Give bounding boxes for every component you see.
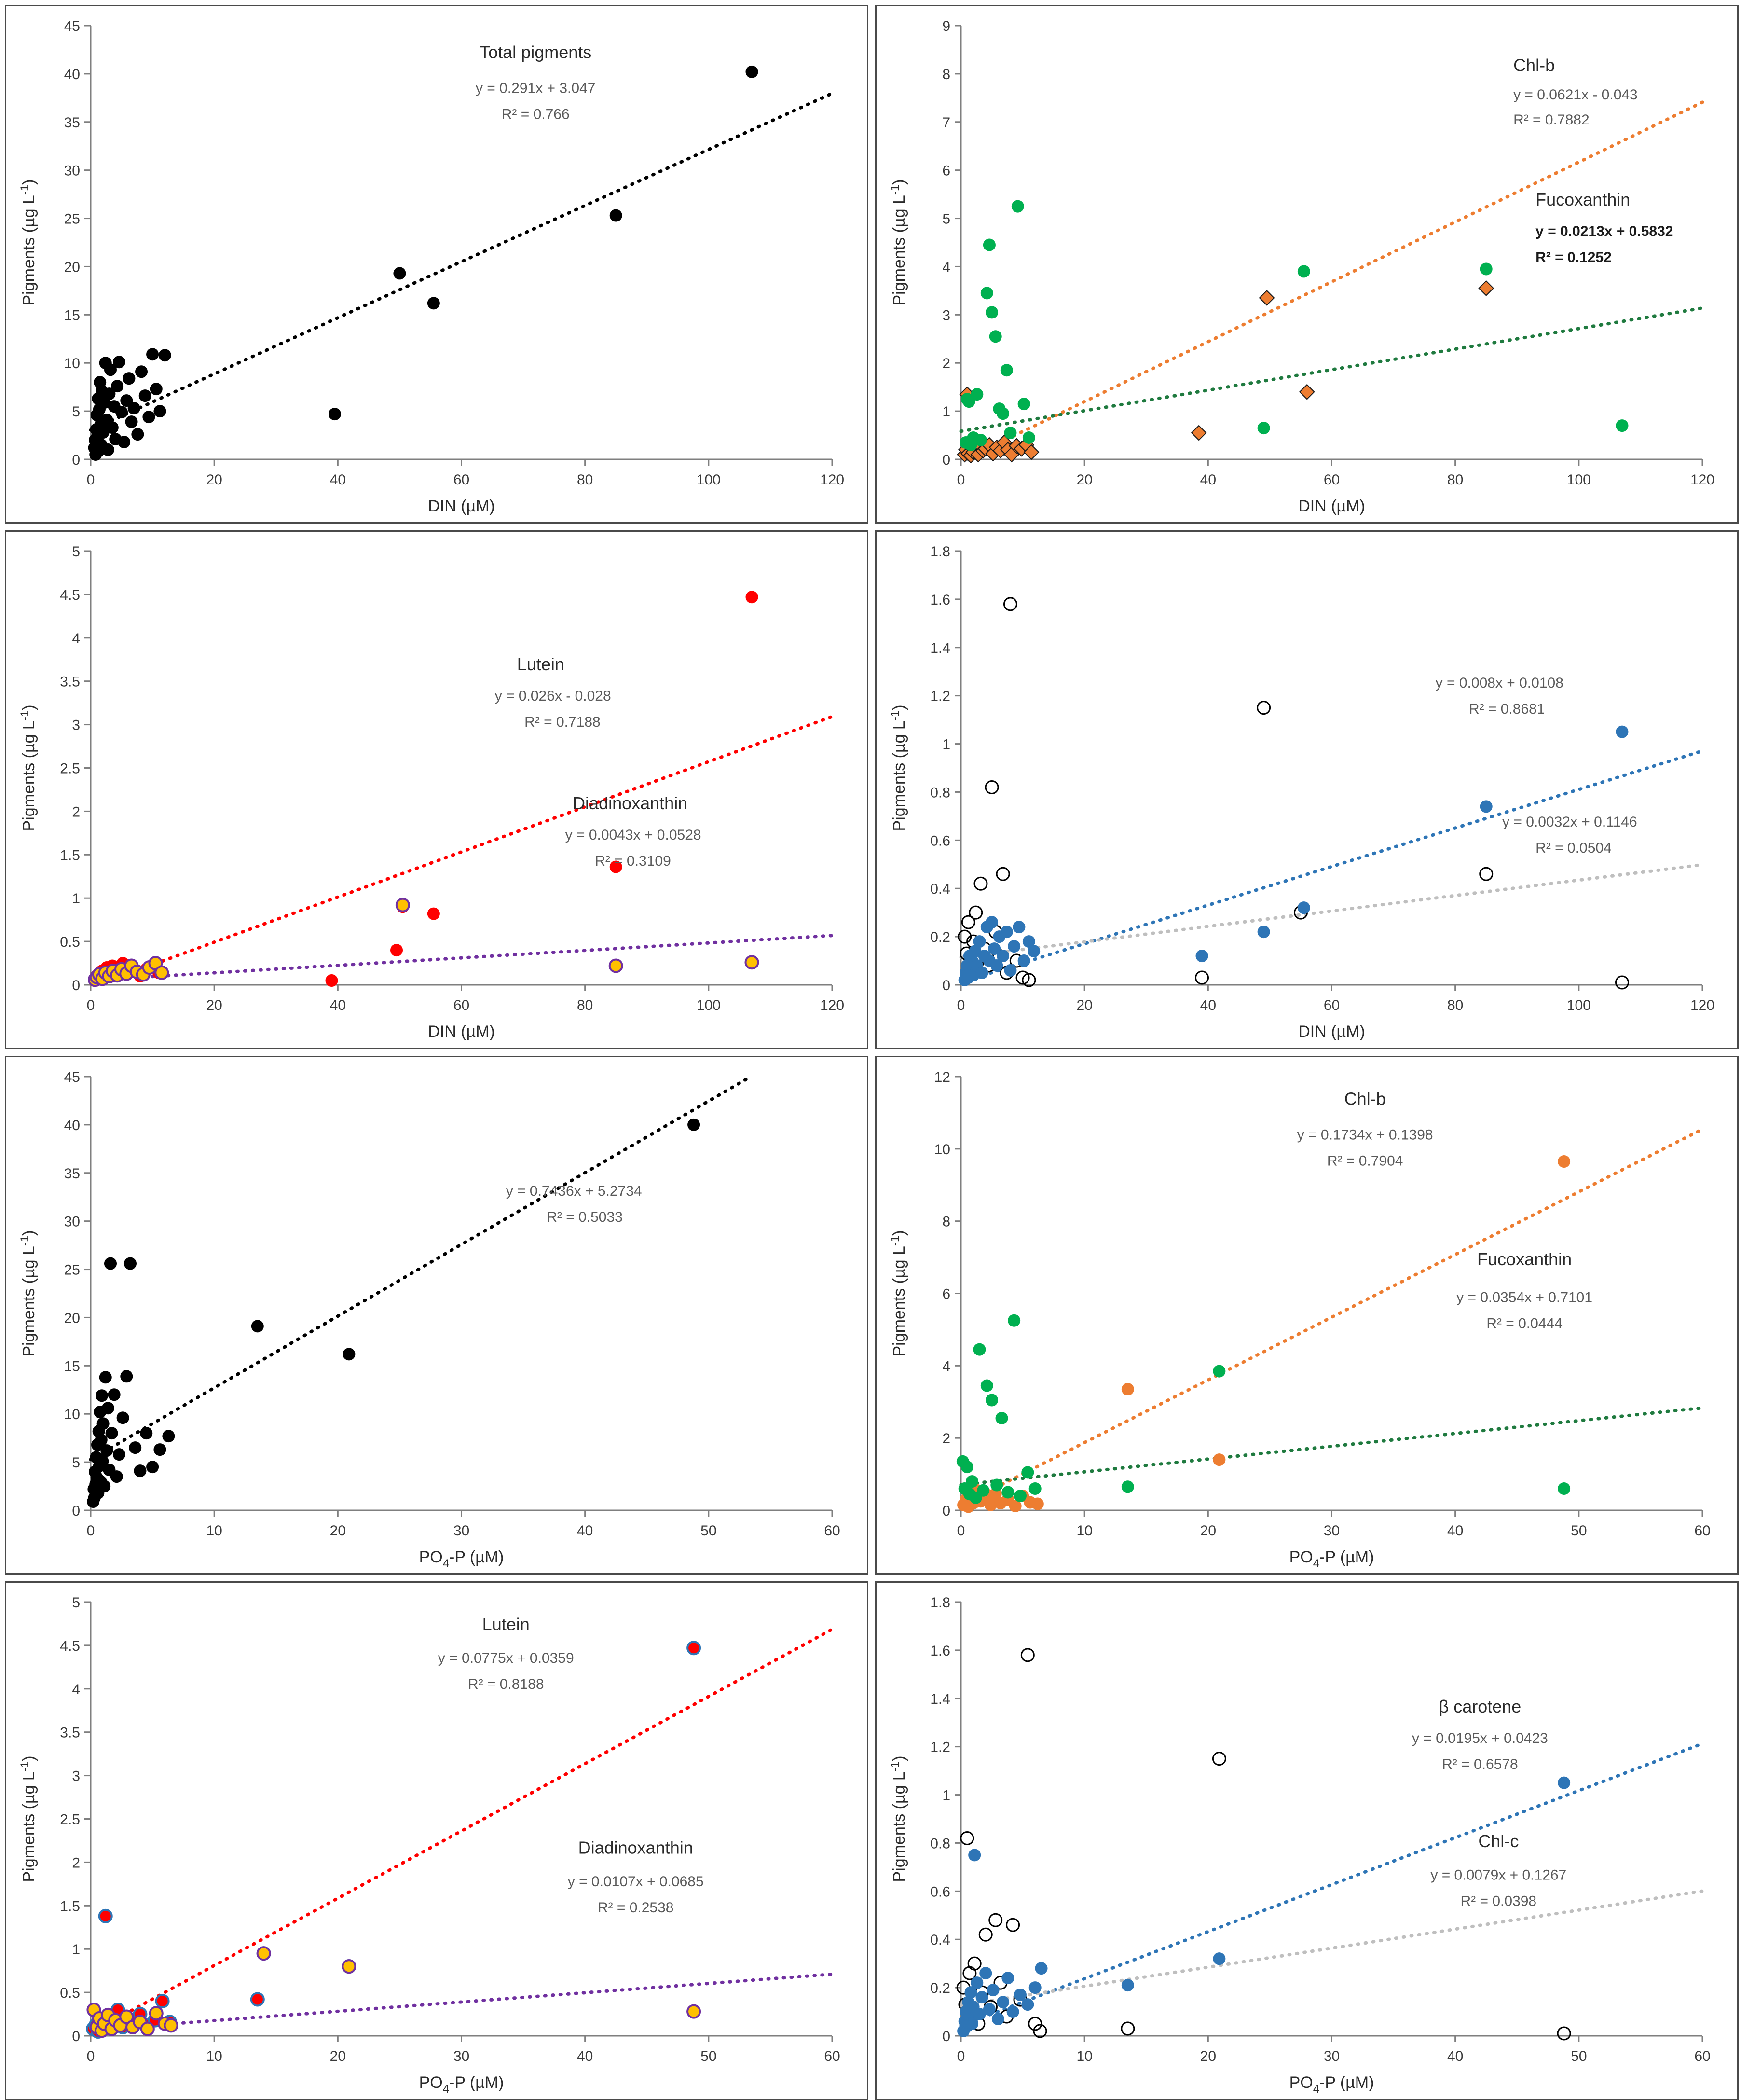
- svg-text:PO4-P (µM): $PO_4-P$ (µM): [1289, 2073, 1374, 2096]
- svg-text:40: 40: [64, 66, 80, 83]
- svg-text:6: 6: [942, 163, 950, 179]
- svg-text:R² = 0.0444: R² = 0.0444: [1486, 1315, 1563, 1332]
- svg-text:10: 10: [64, 356, 80, 372]
- svg-text:60: 60: [453, 997, 470, 1013]
- svg-text:60: 60: [1694, 2048, 1711, 2064]
- svg-text:0.8: 0.8: [930, 1836, 950, 1852]
- svg-text:1.2: 1.2: [930, 1739, 950, 1755]
- svg-text:Pigments (µg L-1): Pigments (µg $L^{-1}$): [889, 179, 908, 306]
- svg-text:y = 0.0621x - 0.043: y = 0.0621x - 0.043: [1513, 86, 1638, 103]
- svg-text:DIN (µM): DIN (µM): [1298, 1022, 1365, 1041]
- panel-f-chlb-fucoxanthin-po4: [875, 1056, 1739, 1575]
- svg-text:120: 120: [820, 997, 845, 1013]
- svg-text:10: 10: [934, 1141, 950, 1158]
- svg-text:0: 0: [957, 2048, 965, 2064]
- svg-text:Diadinoxanthin: Diadinoxanthin: [573, 793, 688, 813]
- svg-text:60: 60: [1694, 1523, 1711, 1539]
- svg-text:R² = 0.6578: R² = 0.6578: [1442, 1756, 1518, 1773]
- svg-text:40: 40: [64, 1117, 80, 1133]
- svg-text:PO4-P (µM): $PO_4-P$ (µM): [1289, 1548, 1374, 1570]
- svg-text:R² = 0.1252: R² = 0.1252: [1535, 249, 1612, 265]
- svg-text:0: 0: [957, 472, 965, 488]
- svg-text:1.5: 1.5: [60, 847, 80, 864]
- svg-text:y = 0.0032x + 0.1146: y = 0.0032x + 0.1146: [1502, 814, 1637, 830]
- svg-text:DIN (µM): DIN (µM): [428, 1022, 495, 1041]
- svg-text:y = 0.0107x + 0.0685: y = 0.0107x + 0.0685: [567, 1873, 704, 1890]
- svg-text:0: 0: [942, 2029, 950, 2045]
- svg-text:Pigments (µg L-1): Pigments (µg $L^{-1}$): [889, 1755, 908, 1882]
- svg-text:10: 10: [64, 1407, 80, 1423]
- svg-text:0.6: 0.6: [930, 1884, 950, 1900]
- svg-text:Diadinoxanthin: Diadinoxanthin: [578, 1838, 693, 1858]
- panel-b-chlb-fucoxanthin-din: [875, 5, 1739, 524]
- plot-area: [877, 1583, 1737, 2099]
- svg-text:40: 40: [576, 1523, 593, 1539]
- svg-text:80: 80: [1447, 997, 1464, 1013]
- svg-text:4: 4: [72, 1681, 80, 1698]
- svg-text:45: 45: [64, 1069, 80, 1085]
- svg-text:5: 5: [72, 404, 80, 420]
- svg-text:0: 0: [72, 452, 80, 468]
- svg-text:10: 10: [206, 2048, 222, 2064]
- svg-text:Total pigments: Total pigments: [480, 42, 592, 62]
- svg-text:5: 5: [72, 1595, 80, 1611]
- svg-text:7: 7: [942, 114, 950, 131]
- svg-text:100: 100: [696, 997, 721, 1013]
- svg-text:1.2: 1.2: [930, 688, 950, 705]
- svg-text:20: 20: [1076, 997, 1093, 1013]
- svg-text:R² = 0.5033: R² = 0.5033: [547, 1209, 623, 1226]
- svg-text:20: 20: [1200, 1523, 1217, 1539]
- svg-text:40: 40: [1200, 997, 1217, 1013]
- svg-text:R² = 0.0504: R² = 0.0504: [1535, 840, 1612, 856]
- svg-text:Chl-c: Chl-c: [1478, 1831, 1519, 1851]
- svg-text:80: 80: [1447, 472, 1464, 488]
- svg-text:50: 50: [1571, 2048, 1587, 2064]
- panel-g-lutein-diadinoxanthin-po4: [5, 1581, 868, 2100]
- svg-text:2: 2: [942, 356, 950, 372]
- svg-text:Pigments (µg L-1): Pigments (µg $L^{-1}$): [18, 1230, 38, 1357]
- svg-text:y = 0.026x - 0.028: y = 0.026x - 0.028: [494, 688, 611, 705]
- svg-text:25: 25: [64, 1262, 80, 1278]
- svg-text:3: 3: [942, 307, 950, 324]
- svg-text:80: 80: [576, 472, 593, 488]
- svg-text:60: 60: [824, 1523, 840, 1539]
- svg-text:y = 0.1734x + 0.1398: y = 0.1734x + 0.1398: [1297, 1127, 1433, 1143]
- svg-text:15: 15: [64, 1358, 80, 1375]
- svg-text:30: 30: [453, 1523, 470, 1539]
- svg-text:1.4: 1.4: [930, 640, 950, 656]
- svg-text:Lutein: Lutein: [482, 1614, 530, 1634]
- svg-text:1: 1: [72, 891, 80, 907]
- svg-text:20: 20: [1200, 2048, 1217, 2064]
- svg-text:100: 100: [1566, 472, 1591, 488]
- svg-text:Pigments (µg L-1): Pigments (µg $L^{-1}$): [889, 1230, 908, 1357]
- svg-text:DIN (µM): DIN (µM): [428, 497, 495, 515]
- svg-text:10: 10: [1076, 2048, 1093, 2064]
- svg-text:20: 20: [206, 472, 222, 488]
- svg-text:6: 6: [942, 1286, 950, 1302]
- svg-text:1.8: 1.8: [930, 544, 950, 560]
- svg-text:30: 30: [453, 2048, 470, 2064]
- svg-text:R² = 0.7904: R² = 0.7904: [1327, 1153, 1403, 1169]
- svg-text:y = 0.0079x + 0.1267: y = 0.0079x + 0.1267: [1430, 1867, 1567, 1883]
- svg-text:0.4: 0.4: [930, 1932, 950, 1948]
- svg-text:60: 60: [824, 2048, 840, 2064]
- svg-text:10: 10: [1076, 1523, 1093, 1539]
- svg-text:60: 60: [453, 472, 470, 488]
- svg-text:y = 0.7436x + 5.2734: y = 0.7436x + 5.2734: [506, 1183, 642, 1200]
- svg-text:20: 20: [1076, 472, 1093, 488]
- plot-area: [877, 532, 1737, 1048]
- svg-text:y = 0.0775x + 0.0359: y = 0.0775x + 0.0359: [438, 1650, 574, 1666]
- svg-text:8: 8: [942, 1214, 950, 1230]
- svg-text:0: 0: [72, 978, 80, 994]
- svg-text:30: 30: [64, 1214, 80, 1230]
- svg-text:1: 1: [942, 736, 950, 753]
- svg-text:40: 40: [1447, 1523, 1464, 1539]
- svg-text:y = 0.008x + 0.0108: y = 0.008x + 0.0108: [1435, 675, 1563, 691]
- svg-text:40: 40: [329, 472, 346, 488]
- svg-text:100: 100: [1566, 997, 1591, 1013]
- svg-text:20: 20: [64, 1310, 80, 1326]
- panel-grid: [5, 5, 1739, 2100]
- svg-text:30: 30: [1323, 1523, 1340, 1539]
- panel-a-total-pigments-din: [5, 5, 868, 524]
- svg-text:Chl-b: Chl-b: [1344, 1089, 1386, 1109]
- svg-text:1.8: 1.8: [930, 1595, 950, 1611]
- svg-text:1: 1: [72, 1942, 80, 1958]
- svg-text:0.6: 0.6: [930, 833, 950, 849]
- svg-text:25: 25: [64, 211, 80, 227]
- svg-text:4: 4: [942, 1358, 950, 1375]
- plot-area: [6, 1583, 867, 2099]
- svg-text:4: 4: [72, 630, 80, 647]
- svg-text:Pigments (µg L-1): Pigments (µg $L^{-1}$): [18, 179, 38, 306]
- svg-text:R² = 0.766: R² = 0.766: [501, 106, 570, 123]
- svg-text:40: 40: [576, 2048, 593, 2064]
- svg-text:2.5: 2.5: [60, 1811, 80, 1828]
- panel-c-lutein-diadinoxanthin-din: [5, 530, 868, 1049]
- svg-text:3.5: 3.5: [60, 674, 80, 690]
- svg-text:0: 0: [72, 1503, 80, 1519]
- svg-text:0.2: 0.2: [930, 929, 950, 946]
- svg-text:R² = 0.0398: R² = 0.0398: [1460, 1893, 1537, 1909]
- svg-text:12: 12: [934, 1069, 950, 1085]
- svg-text:0: 0: [72, 2029, 80, 2045]
- svg-text:4: 4: [942, 259, 950, 276]
- svg-text:Fucoxanthin: Fucoxanthin: [1535, 190, 1631, 210]
- svg-text:120: 120: [1690, 472, 1715, 488]
- svg-text:2: 2: [72, 804, 80, 820]
- svg-text:45: 45: [64, 18, 80, 34]
- svg-text:3: 3: [72, 1768, 80, 1784]
- svg-text:4.5: 4.5: [60, 1638, 80, 1654]
- svg-text:R² = 0.2538: R² = 0.2538: [597, 1899, 674, 1916]
- svg-text:20: 20: [64, 259, 80, 276]
- svg-text:4.5: 4.5: [60, 587, 80, 603]
- svg-text:50: 50: [700, 1523, 717, 1539]
- svg-text:3: 3: [72, 717, 80, 733]
- svg-text:10: 10: [206, 1523, 222, 1539]
- svg-text:0: 0: [942, 1503, 950, 1519]
- svg-text:0: 0: [86, 997, 95, 1013]
- svg-text:30: 30: [64, 163, 80, 179]
- plot-area: [6, 6, 867, 522]
- svg-text:R² = 0.8681: R² = 0.8681: [1468, 701, 1545, 718]
- svg-text:5: 5: [72, 544, 80, 560]
- svg-text:Chl-b: Chl-b: [1513, 55, 1555, 75]
- svg-text:3.5: 3.5: [60, 1725, 80, 1741]
- panel-h-betacarotene-chlc-po4: [875, 1581, 1739, 2100]
- svg-text:1: 1: [942, 1787, 950, 1804]
- svg-text:80: 80: [576, 997, 593, 1013]
- svg-text:40: 40: [1200, 472, 1217, 488]
- svg-text:2: 2: [72, 1855, 80, 1871]
- svg-text:60: 60: [1323, 997, 1340, 1013]
- svg-text:50: 50: [1571, 1523, 1587, 1539]
- svg-text:0: 0: [86, 1523, 95, 1539]
- svg-text:PO4-P (µM): $PO_4-P$ (µM): [419, 2073, 504, 2096]
- svg-text:R² = 0.3109: R² = 0.3109: [595, 853, 671, 869]
- svg-text:0.5: 0.5: [60, 1985, 80, 2002]
- svg-text:y = 0.291x + 3.047: y = 0.291x + 3.047: [475, 80, 596, 97]
- svg-text:0: 0: [86, 2048, 95, 2064]
- panel-d-betacarotene-chlc-din: [875, 530, 1739, 1049]
- svg-text:0: 0: [957, 1523, 965, 1539]
- svg-text:5: 5: [942, 211, 950, 227]
- plot-area: [6, 1057, 867, 1573]
- svg-text:1.4: 1.4: [930, 1691, 950, 1707]
- svg-text:15: 15: [64, 307, 80, 324]
- plot-area: [877, 1057, 1737, 1573]
- svg-text:2: 2: [942, 1431, 950, 1447]
- svg-text:Pigments (µg L-1): Pigments (µg $L^{-1}$): [18, 1755, 38, 1882]
- svg-text:35: 35: [64, 1165, 80, 1182]
- svg-text:β carotene: β carotene: [1439, 1697, 1522, 1717]
- svg-text:120: 120: [1690, 997, 1715, 1013]
- svg-text:5: 5: [72, 1455, 80, 1471]
- svg-text:1.5: 1.5: [60, 1898, 80, 1915]
- svg-text:1.6: 1.6: [930, 1643, 950, 1659]
- svg-text:R² = 0.8188: R² = 0.8188: [467, 1676, 544, 1692]
- svg-text:y = 0.0043x + 0.0528: y = 0.0043x + 0.0528: [565, 827, 701, 843]
- svg-text:0: 0: [86, 472, 95, 488]
- svg-text:9: 9: [942, 18, 950, 34]
- svg-text:0.8: 0.8: [930, 785, 950, 801]
- svg-text:2.5: 2.5: [60, 760, 80, 777]
- svg-text:y = 0.0213x + 0.5832: y = 0.0213x + 0.5832: [1535, 223, 1673, 240]
- svg-text:20: 20: [329, 1523, 346, 1539]
- svg-text:120: 120: [820, 472, 845, 488]
- svg-text:0: 0: [942, 452, 950, 468]
- svg-text:Pigments (µg L-1): Pigments (µg $L^{-1}$): [18, 705, 38, 831]
- svg-text:Lutein: Lutein: [517, 654, 564, 675]
- svg-text:20: 20: [206, 997, 222, 1013]
- svg-text:1: 1: [942, 404, 950, 420]
- svg-text:40: 40: [329, 997, 346, 1013]
- svg-text:PO4-P (µM): $PO_4-P$ (µM): [419, 1548, 504, 1570]
- svg-text:50: 50: [700, 2048, 717, 2064]
- svg-text:R² = 0.7188: R² = 0.7188: [524, 714, 601, 731]
- svg-text:60: 60: [1323, 472, 1340, 488]
- svg-text:20: 20: [329, 2048, 346, 2064]
- svg-text:DIN (µM): DIN (µM): [1298, 497, 1365, 515]
- svg-text:y = 0.0354x + 0.7101: y = 0.0354x + 0.7101: [1456, 1289, 1593, 1306]
- svg-text:8: 8: [942, 66, 950, 83]
- svg-text:0.5: 0.5: [60, 934, 80, 951]
- svg-text:0.2: 0.2: [930, 1980, 950, 1997]
- svg-text:30: 30: [1323, 2048, 1340, 2064]
- svg-text:40: 40: [1447, 2048, 1464, 2064]
- svg-text:35: 35: [64, 114, 80, 131]
- svg-text:1.6: 1.6: [930, 592, 950, 608]
- plot-area: [877, 6, 1737, 522]
- svg-text:0.4: 0.4: [930, 881, 950, 898]
- svg-text:R² = 0.7882: R² = 0.7882: [1513, 111, 1590, 128]
- svg-text:y = 0.0195x + 0.0423: y = 0.0195x + 0.0423: [1412, 1730, 1548, 1747]
- svg-text:0: 0: [942, 978, 950, 994]
- svg-text:Fucoxanthin: Fucoxanthin: [1477, 1249, 1572, 1270]
- svg-text:100: 100: [696, 472, 721, 488]
- svg-text:Pigments (µg L-1): Pigments (µg $L^{-1}$): [889, 705, 908, 831]
- svg-text:0: 0: [957, 997, 965, 1013]
- plot-area: [6, 532, 867, 1048]
- panel-e-total-pigments-po4: [5, 1056, 868, 1575]
